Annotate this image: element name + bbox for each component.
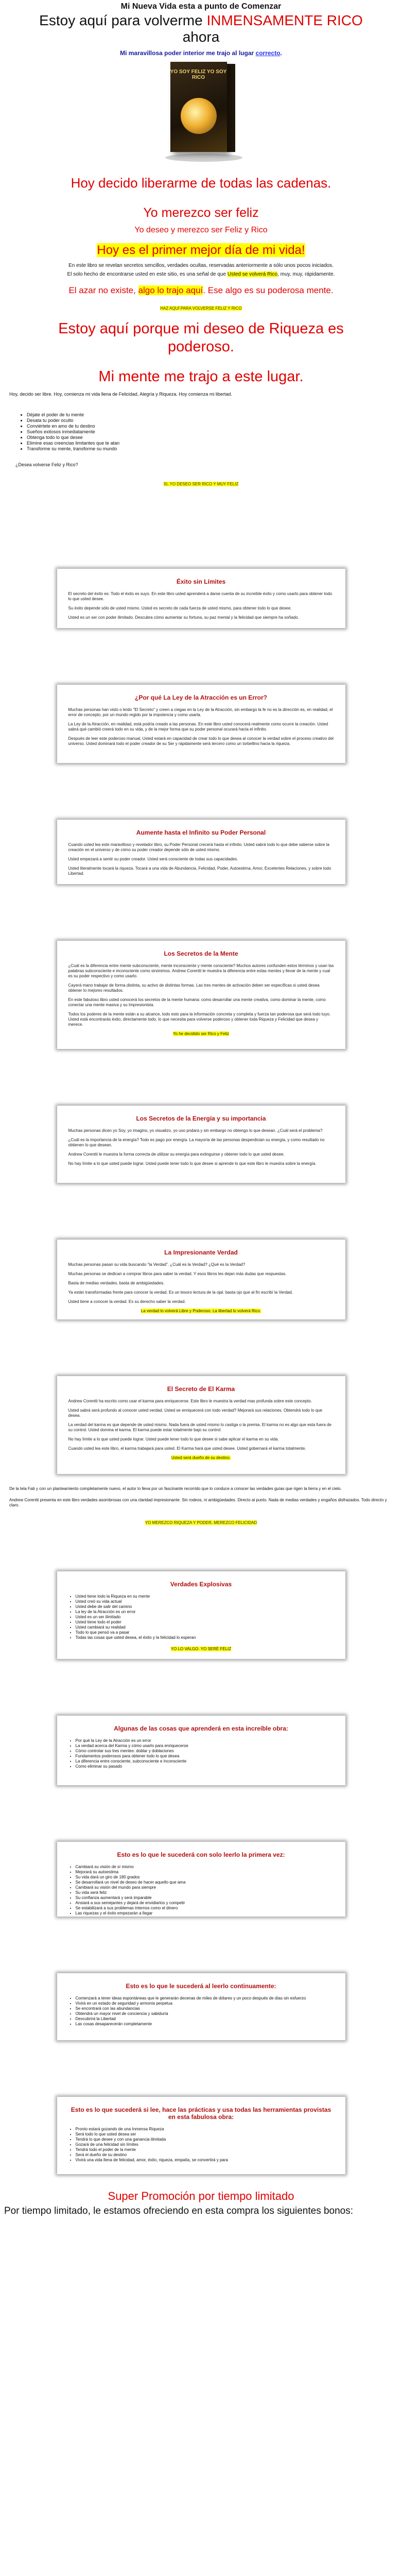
list-item: • Se desarrollará un nivel de deseo de hacer aquello que ama bbox=[76, 1880, 334, 1885]
list-item: • Se estabilizará a sus problemas internos como el dinero bbox=[76, 1906, 334, 1911]
spacer bbox=[0, 2040, 402, 2097]
box-paragraph: ¿Cuál es la importancia de la energía? Todo es pago por energía. La mayoría de las personas desperdician su energía, y como resultado no obtienen lo que desean. bbox=[68, 1138, 325, 1147]
header-sub-after: . bbox=[280, 49, 282, 57]
list-item: • Será el dueño de su destino bbox=[76, 2153, 334, 2158]
box-paragraph: Muchas personas dicen yo Soy, yo imagino, yo visualizo, yo uso pndara y sin embargo no obtengo lo que desean. ¿Cuál será el problema? bbox=[68, 1128, 323, 1133]
chance-line-before: El azar no existe, bbox=[68, 285, 138, 295]
chance-line bbox=[0, 285, 402, 296]
list-item: • Usted debe de salir del camino bbox=[76, 1604, 334, 1609]
hero-cta-link[interactable] bbox=[0, 482, 402, 486]
small-cta-label[interactable]: HAZ AQUÍ PARA VOLVERSE FELIZ Y RICO bbox=[160, 306, 242, 311]
intro-paragraph: Hoy, decido ser libre. Hoy, comienza mi vida llena de Felicidad, Alegría y Riqueza. Hoy comienza mi libertad. bbox=[9, 392, 232, 397]
list-item: • Cambiará su visión del mundo para siempre bbox=[76, 1885, 334, 1890]
continuous-list bbox=[68, 1996, 334, 2027]
box-paragraph: Cuando usted lea este libro, el karma trabajará para usted. El Karma hará que usted desee. Usted gobernará el karma totalmente. bbox=[68, 1446, 306, 1451]
list-item: • Todas las cosas que usted desea, el éxito y la felicidad lo esperan bbox=[76, 1635, 334, 1640]
box-paragraph: No hay límite a lo que usted puede lograr. Usted puede tener todo lo que desee si sabe aplicar el karma en su vida. bbox=[68, 1437, 279, 1442]
list-item: • Usted tiene todo el poder bbox=[76, 1620, 334, 1625]
list-item: • Transforme su mente, transforme su mundo bbox=[27, 446, 402, 452]
mid-cta-link[interactable] bbox=[0, 1520, 402, 1525]
box-title: Verdades Explosivas bbox=[170, 1581, 232, 1588]
explosive-list bbox=[68, 1594, 334, 1640]
list-item: • Tendrá todo el poder de la mente bbox=[76, 2147, 334, 2153]
benefit-list bbox=[21, 412, 402, 452]
list-item: • Obtenga todo lo que desee bbox=[27, 435, 402, 440]
box-paragraph: La Ley de la Atracción, en realidad, está podría creado a las personas. En este libro usted conocerá realmente como ocurre la creación. Usted sabrá qué cambió creerá todo en su vida, y de la mejor forma que su poder personal ocurará hacia el infinito. bbox=[68, 722, 328, 732]
learn-list bbox=[68, 1738, 334, 1769]
box-paragraph: Basta de medias verdades, basta de ambigüedades. bbox=[68, 1281, 165, 1285]
list-item: • Usted creó su vida actual bbox=[76, 1599, 334, 1604]
list-item: • Se encontrará con las abundancias bbox=[76, 2006, 334, 2011]
list-item: • Como eliminar su pasado bbox=[76, 1764, 334, 1769]
spacer bbox=[0, 486, 402, 569]
box-paragraph: Andrew Corentti ha escrito como usar el karma para enriquecerse. Este libro le muestra la verdad mas profunda sobre este concepto. bbox=[68, 1399, 312, 1403]
chance-line-after: . Ese algo es su poderosa mente. bbox=[203, 285, 334, 295]
list-item: • Sueños exitosos inmediatamente bbox=[27, 429, 402, 435]
book-title: YO SOY FELIZ YO SOY RICO bbox=[170, 69, 227, 80]
list-item: • Las cosas desaparecerán completamente bbox=[76, 2022, 334, 2027]
box-paragraph: Cayerá mano trabajar de forma distinta, su activo de distintas formas. Las tres mentes de activación deben ser específicas si usted desea obtener lo mejores resultados. bbox=[68, 983, 320, 993]
question-line: ¿Desea volverse Feliz y Rico? bbox=[15, 462, 78, 467]
header-top-text: Mi Nueva Vida esta a punto de Comenzar bbox=[120, 2, 282, 11]
list-item: • Su vida dará un giro de 180 grados bbox=[76, 1875, 334, 1880]
list-item: • Cambiará su visión de sí mismo bbox=[76, 1865, 334, 1870]
list-item: • Las riquezas y el éxito empezarán a llegar bbox=[76, 1911, 334, 1916]
chance-line-highlight: algo lo trajo aquí bbox=[138, 285, 203, 295]
box-title: Esto es lo que sucederá si lee, hace las prácticas y usa todas las herramientas provistas en esta fabulosa obra: bbox=[71, 2106, 331, 2121]
header-main-before: Estoy aquí para volverme bbox=[39, 12, 207, 28]
liberate-heading: Hoy decido liberarme de todas las cadenas. bbox=[71, 175, 331, 191]
box-ley-atraccion bbox=[57, 685, 345, 763]
header-subtitle bbox=[0, 49, 402, 57]
box-highlight bbox=[68, 1455, 334, 1461]
box-title: La Impresionante Verdad bbox=[164, 1249, 238, 1256]
after-karma-paragraph: De la tela Fab y con un planteamiento completamente nuevo, el autor lo lleva por un fascinante recorrido que lo conduce a conocer las verdades guías que rigen la tierra y en el cielo. bbox=[9, 1486, 342, 1491]
spacer bbox=[0, 1917, 402, 1973]
list-item: • Obtendrá un mayor nivel de conciencia y sabiduría bbox=[76, 2011, 334, 2016]
box-paragraph: En este fabuloso libro usted conocerá los secretos de la mente humana: como desarrollar una mente creativa, como dominar la mente, como conectar una mente masiva y su Impresionista. bbox=[68, 997, 326, 1007]
book-shadow bbox=[165, 154, 242, 162]
box-paragraph: ¿Cuál es la diferencia entre mente subconsciente, mente inconsciente y mente consciente? Muchos autores confunden estos términos y usan las palabras subconsciente e inconsciente como sinónimos. Andrew Corentti le muestra la diferencia entre estas mentes y llevar de la mente y cual es su poder respectivo y como usarlo. bbox=[68, 963, 334, 978]
list-item: • Por qué la Ley de la Atracción es un error bbox=[76, 1738, 334, 1743]
box-title: Esto es lo que le sucederá con solo leerlo la primera vez: bbox=[117, 1851, 285, 1858]
list-item: • Desata tu poder oculto bbox=[27, 418, 402, 423]
list-item: • Cómo controlar sus tres mentes: doblar y doblaciones bbox=[76, 1749, 334, 1754]
spacer bbox=[0, 884, 402, 941]
practices-list bbox=[68, 2127, 334, 2163]
list-item: • Fundamentos poderosos para obtener todo lo que desea bbox=[76, 1754, 334, 1759]
box-title: Algunas de las cosas que aprenderá en esta increíble obra: bbox=[114, 1725, 288, 1732]
header-main-title bbox=[21, 12, 381, 45]
box-paragraph: Cuando usted lea este maravilloso y revelador libro, su Poder Personal crecerá hasta el infinito. Usted sabrá todo lo que debe saberse sobre la creación en el universo y de cómo su poder creador depende sólo de usted mismo. bbox=[68, 842, 329, 852]
box-paragraph: No hay límite a lo que usted puede lograr. Usted puede tener todo lo que desee si aprende lo que este libro le muestra sobre la energía. bbox=[68, 1161, 317, 1166]
header-sub-before: Mi maravillosa poder interior me trajo al lugar bbox=[120, 49, 256, 57]
spacer bbox=[0, 1183, 402, 1240]
list-item: • Pronto estará gozando de una Inmensa Riqueza bbox=[76, 2127, 334, 2132]
list-item: • La verdad acerca del Karma y cómo usarlo para enriquecerse bbox=[76, 1743, 334, 1749]
spacer bbox=[0, 1659, 402, 1716]
list-item: • Tendrá lo que desee y con una ganancia ilimitada bbox=[76, 2137, 334, 2142]
box-paragraph: Después de leer este poderoso manual, Usted estará en capacidad de crear todo lo que desea al conocer la verdad sobre el proceso creativo del universo. Usted dominará todo el poder creador de su Ser y rápidamente será tercero como un torbellino hacia la riqueza. bbox=[68, 736, 334, 746]
box-title: Los Secretos de la Energía y su importancia bbox=[136, 1115, 266, 1122]
deserve-subheading: Yo deseo y merezco ser Feliz y Rico bbox=[134, 226, 268, 234]
box-paragraph: Muchas personas se dedican a comprar libros para saber la verdad. Y esos libros les dejan más dudas que respuestas. bbox=[68, 1272, 287, 1276]
header-main-after: ahora bbox=[182, 29, 220, 45]
header-main-highlight: INMENSAMENTE RICO bbox=[206, 12, 363, 28]
book-orb-graphic bbox=[181, 98, 217, 134]
box-title: Los Secretos de la Mente bbox=[164, 950, 238, 957]
box-continuamente bbox=[57, 1973, 345, 2040]
box-poder-personal bbox=[57, 820, 345, 884]
box-aprendera bbox=[57, 1716, 345, 1785]
intro-text-2-highlight: Usted se volverá Rico bbox=[227, 272, 278, 277]
first-read-list bbox=[68, 1865, 334, 1916]
mid-cta-label[interactable]: YO MEREZCO RIQUEZA Y PODER, MEREZCO FELICIDAD bbox=[145, 1520, 257, 1525]
book-spine bbox=[227, 64, 235, 152]
list-item: • Vivirá en un estado de seguridad y armonía perpetua bbox=[76, 2001, 334, 2006]
box-primera-vez bbox=[57, 1842, 345, 1917]
spacer bbox=[0, 1049, 402, 1106]
spacer bbox=[0, 628, 402, 685]
intro-text-2-before: El solo hecho de encontrarse usted en este sitio, es una señal de que bbox=[67, 272, 228, 277]
box-practicas bbox=[57, 2097, 345, 2174]
box-paragraph: La verdad del karma es que depende de usted mismo. Nada fuera de usted mismo lo castiga o la premia. El karma no es algo que esta fuera de su control. Usted domina el karma. El karma puede estar totalmente bajo su control. bbox=[68, 1422, 331, 1432]
box-energia bbox=[57, 1106, 345, 1183]
small-cta-link[interactable] bbox=[0, 306, 402, 311]
spacer bbox=[0, 1319, 402, 1376]
list-item: • La diferencia entre consciente, subconsciente e inconsciente bbox=[76, 1759, 334, 1764]
explosive-cta[interactable] bbox=[68, 1647, 334, 1652]
promo-title: Super Promoción por tiempo limitado bbox=[108, 2190, 294, 2202]
intro-text-2 bbox=[0, 272, 402, 277]
box-title: Esto es lo que le sucederá al leerlo continuamente: bbox=[126, 1982, 276, 1990]
box-highlight-text: Usted será dueño de su destino. bbox=[171, 1455, 231, 1460]
riqueza-heading: Estoy aquí porque mi deseo de Riqueza es poderoso. bbox=[58, 320, 344, 355]
header-sub-link[interactable]: correcto bbox=[255, 49, 281, 57]
list-item: • Comenzará a tener ideas espontáneas que le generarán decenas de miles de dólares y un poco después de días sin esfuerzo bbox=[76, 1996, 334, 2001]
list-item: • Usted cambiará su realidad bbox=[76, 1625, 334, 1630]
box-paragraph: Usted tiene a conocer la verdad. Es su derecho saber la verdad. bbox=[68, 1299, 186, 1304]
best-day-highlight: Hoy es el primer mejor día de mi vida! bbox=[97, 243, 305, 257]
hero-cta-label[interactable]: SI, YO DESEO SER RICO Y MUY FELIZ bbox=[163, 482, 239, 486]
spacer bbox=[0, 763, 402, 820]
list-item: • Todo lo que pensó va a pasar bbox=[76, 1630, 334, 1635]
best-day-heading bbox=[0, 243, 402, 258]
box-verdades-explosivas bbox=[57, 1571, 345, 1659]
list-item: • La ley de la Atracción es un error bbox=[76, 1609, 334, 1615]
box-paragraph: Usted literalmente tocará la riqueza. Tocará a una vida de Abundancia, Felicidad, Poder, Autoestima, Amor, Excelentes Relaciones, y sobre todo Libertad. bbox=[68, 866, 331, 876]
box-paragraph: Usted sabrá será profundo al conocer usted verdad. Usted se enriquecerá con todo verdad? Mejorará sus relaciones. Obtendrá todo lo que desea. bbox=[68, 1408, 323, 1418]
box-exito bbox=[57, 569, 345, 628]
list-item: • Usted tiene todo la Riqueza en su mente bbox=[76, 1594, 334, 1599]
box-paragraph: Muchas personas pasan su vida buscando "la Verdad". ¿Cuál es la Verdad? ¿Qué es la Verdad? bbox=[68, 1262, 246, 1267]
list-item: • Será todo lo que usted desea ser bbox=[76, 2132, 334, 2137]
box-title: ¿Por qué La Ley de la Atracción es un Error? bbox=[135, 694, 267, 701]
deserve-heading: Yo merezco ser feliz bbox=[143, 206, 259, 220]
list-item: • Su confianza aumentará y será imparable bbox=[76, 1895, 334, 1901]
list-item: • Déjate el poder de tu mente bbox=[27, 412, 402, 418]
box-highlight bbox=[68, 1309, 334, 1314]
box-highlight-text: Yo he decidido ser Rico y Feliz bbox=[172, 1031, 230, 1036]
box-paragraph: El secreto del éxito es: Todo el éxito es suyo. En este libro usted aprenderá a darse cuenta de su increíble éxito y como usarlo para obtener todo lo que usted desee. bbox=[68, 591, 333, 601]
book-image bbox=[150, 62, 253, 165]
list-item: • Usted es un ser ilimitado bbox=[76, 1615, 334, 1620]
box-paragraph: Usted es un ser con poder ilimitado. Descubra cómo aumentar su fortuna, su paz mental y la felicidad que siempre ha soñado. bbox=[68, 615, 299, 620]
list-item: • Vivirá una vida llena de felicidad, amor, éxito, riqueza, empatía, se convertirá y para bbox=[76, 2158, 334, 2163]
list-item: • Ansiará a sus semejantes y dejará de envidiarlos y competir bbox=[76, 1901, 334, 1906]
box-paragraph: Ya están transformadas frente para conocer la verdad. Es un tesoro lectura de la ojal. basta ojo que al fin escribí la Verdad. bbox=[68, 1290, 293, 1295]
box-highlight bbox=[68, 1031, 334, 1037]
list-item: • Elimine esas creencias limitantes que te atan bbox=[27, 440, 402, 446]
list-item: • Su vida será feliz bbox=[76, 1890, 334, 1895]
list-item: • Conviértete en amo de tu destino bbox=[27, 423, 402, 429]
box-title: El Secreto de El Karma bbox=[167, 1385, 235, 1393]
box-paragraph: Usted empezará a sentir su poder creador. Usted será consciente de todas sus capacidades. bbox=[68, 857, 238, 861]
box-paragraph: Andrew Corentti le muestra la forma correcta de utilizar su energía para extinguirse y obtener todo lo que usted desee. bbox=[68, 1152, 285, 1157]
list-item: • Gozará de una felicidad sin límites bbox=[76, 2142, 334, 2147]
intro-text-2-after: , muy, muy, rápidamente. bbox=[277, 272, 335, 277]
spacer bbox=[0, 1525, 402, 1571]
box-karma bbox=[57, 1376, 345, 1474]
box-title: Éxito sin Límites bbox=[176, 578, 226, 585]
box-verdad bbox=[57, 1240, 345, 1319]
list-item: • Mejorará su autoestima bbox=[76, 1870, 334, 1875]
explosive-cta-label[interactable]: YO LO VALGO. YO SERÉ FELIZ bbox=[170, 1647, 232, 1651]
mente-heading: Mi mente me trajo a este lugar. bbox=[98, 368, 304, 385]
box-title: Aumente hasta el Infinito su Poder Personal bbox=[136, 829, 266, 836]
box-paragraph: Su éxito depende sólo de usted mismo. Usted es secreto de cada fuerza de usted mismo, para obtener todo lo que desee. bbox=[68, 606, 292, 611]
box-secretos-mente bbox=[57, 941, 345, 1049]
after-karma-paragraph-2: Andrew Corentti presenta en este libro verdades asombrosas con una claridad impresionante. Sin rodeos, ni ambigüedades. Directo al punto. Nada de medias verdades y engaños disfrazados. Todo directo y claro. bbox=[9, 1498, 387, 1507]
promo-text: Por tiempo limitado, le estamos ofreciendo en esta compra los siguientes bonos: bbox=[4, 2206, 354, 2216]
box-highlight-text: La verdad lo volverá Libre y Poderoso. La libertad lo volverá Rico. bbox=[141, 1309, 261, 1313]
spacer bbox=[0, 1785, 402, 1842]
intro-text-1: En este libro se revelan secretos sencillos, verdades ocultas, reservadas anteriormente a sólo unos pocos iniciados. bbox=[68, 263, 334, 268]
box-paragraph: Muchas personas han visto o leído "El Secreto" y creen a ciegas en la Ley de la Atracción, sin embargo la fe no es la dirección es, en realidad, el error de concepto, por un mundo regido por la impotencia y como usarla. bbox=[68, 707, 333, 717]
box-paragraph: Todos los poderes de la mente están a su alcance, todo esto para la información concreta y completa y fuerza tan poderosa que será todo tuyo. Usted está encontrarás éxito, directamente todo, lo que necesita para volverse poderoso y obtener toda Riqueza y Felicidad que desea y merece. bbox=[68, 1012, 331, 1027]
list-item: • Descubrirá la Libertad bbox=[76, 2016, 334, 2022]
